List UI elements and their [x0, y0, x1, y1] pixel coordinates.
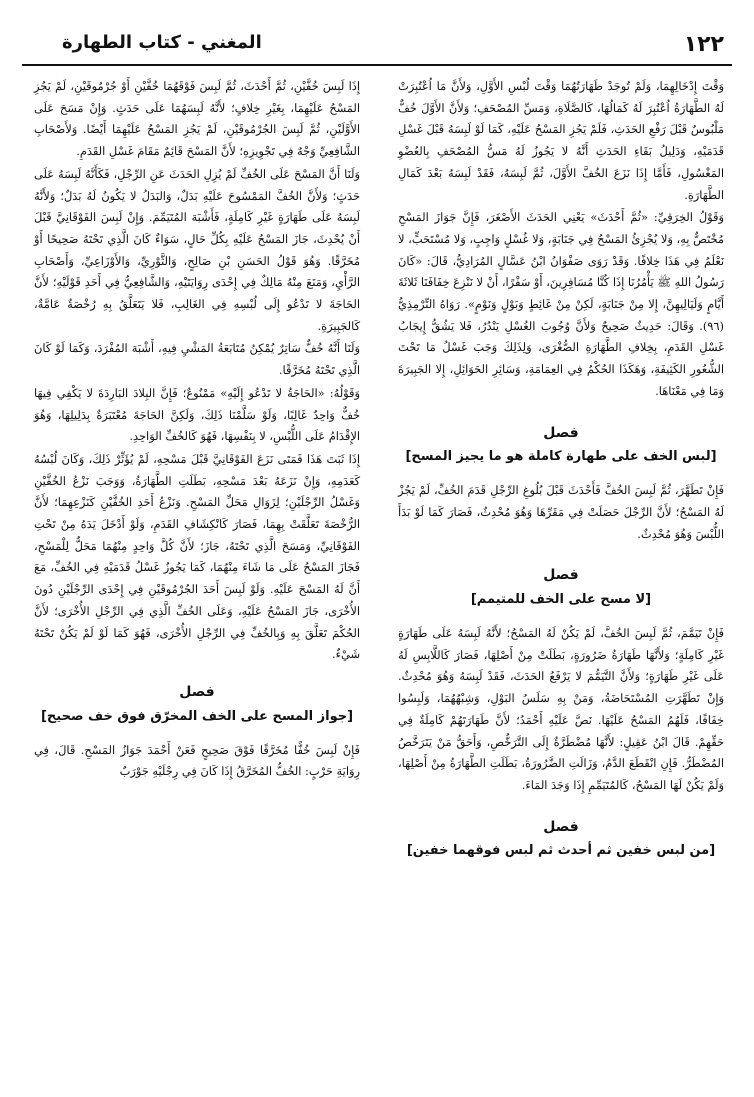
page-header	[22, 30, 732, 66]
paragraph: وَقْتَ إِدْخَالِهِمَا، وَلَمْ تُوجَدْ طَهَارَتُهُمَا وَقْتَ لُبْسِ الأَوَّلِ، وَلأَنَّ مَا اُعْتُبِرَتْ لَهُ الطَّهَارَةُ اُعْتُبِرَ لَهُ كَمَالُهَا، كَالصَّلَاةِ، وَمَسِّ المُصْحَفِ؛ وَلأَنَّ الأَوَّلَ خُفٌّ مَلْبُوسٌ قَبْلَ رَفْعِ الحَدَثِ، فَلَمْ يَجُزِ المَسْحُ عَلَيْهِ، كَمَا لَوْ لَبِسَهُ قَبْلَ غَسْلِ قَدَمَيْهِ، وَدَلِيلُ بَقَاءِ الحَدَثِ أَنَّهُ لا يَجُوزُ لَهُ مَسُّ المُصْحَفِ بِالعُضْوِ المَغْسُولِ، فَأَمَّا إِذَا نَزَعَ الخُفَّ الأَوَّلَ، ثُمَّ لَبِسَهُ، فَقَدْ لَبِسَهُ بَعْدَ كَمَالِ الطَّهَارَةِ.	[398, 79, 724, 202]
paragraph: وَقَوْلُ الخِرَقِيِّ: «ثُمَّ أَحْدَثَ» يَعْنِي الحَدَثَ الأَصْغَرَ، فَإِنَّ جَوَازَ المَسْحِ مُخْتَصٌّ بِهِ، وَلا يُجْزِئُ المَسْحُ فِي جَنَابَةٍ، وَلا غُسْلٍ وَاجِبٍ، وَلا مُسْتَحَبٍّ، لا نَعْلَمُ فِي هَذَا خِلافًا. وَقَدْ رَوَى صَفْوَانُ ابْنُ عَسَّالٍ المُرَادِيُّ، قَالَ: «كَانَ رَسُولُ اللهِ ﷺ يَأْمُرُنَا إِذَا كُنَّا مُسَافِرِينَ، أَوْ سَفْرًا، أَنْ لا نَنْزِعَ خِفَافَنَا ثَلاثَةَ أَيَّامٍ وَلَيَالِيهِنَّ، إِلا مِنْ جَنَابَةٍ، لَكِنْ مِنْ غَائِطٍ وَبَوْلٍ وَنَوْمٍ». رَوَاهُ التِّرْمِذِيُّ (٩٦). وَقَالَ: حَدِيثٌ صَحِيحٌ وَلأَنَّ وُجُوبَ الغُسْلِ يَنْدُرُ، فَلا يَشُقُّ إِيجَابُ غَسْلِ القَدَمِ، بِخِلافِ الطَّهَارَةِ الصُّغْرَى، وَلِذَلِكَ وَجَبَ غَسْلُ مَا تَحْتَ الشُّعُورِ الكَثِيفَةِ، وَهَكَذَا الحُكْمُ فِي العِمَامَةِ، وَسَائِرِ الحَوَائِلِ، إِلا الجَبِيرَةَ وَمَا فِي مَعْنَاهَا.	[398, 210, 724, 398]
section-title: [من لبس خفين ثم أحدث ثم لبس فوقهما خفين]	[406, 843, 716, 859]
section-title: [لا مسح على الخف للمتيمم]	[470, 592, 652, 608]
page-number: ١٢٢	[683, 32, 724, 57]
section-label: فصل	[543, 424, 579, 441]
paragraph: وَقَوْلُهُ: «الحَاجَةُ لا تَدْعُو إِلَيْهِ» مَمْنُوعٌ؛ فَإِنَّ البِلادَ البَارِدَةَ لا يَكْفِي فِيهَا خُفٌّ وَاحِدٌ غَالِبًا، وَلَوْ سَلَّمْنَا ذَلِكَ، وَلَكِنَّ الحَاجَةَ مُعْتَبَرَةٌ بِدَلِيلِهَا، وَهُوَ الإِقْدَامُ عَلَى اللُّبْسِ، لا بِنَفْسِهَا، فَهُوَ كَالخُفِّ الوَاحِدِ.	[34, 385, 360, 444]
section-title: [لبس الخف على طهارة كاملة هو ما يجيز المسح]	[405, 449, 717, 465]
paragraph: فَإِنْ تَطَهَّرَ، ثُمَّ لَبِسَ الخُفَّ فَأَحْدَثَ قَبْلَ بُلُوغِ الرِّجْلِ قَدَمَ الخُفِّ، لَمْ يَجُزْ لَهُ المَسْحُ؛ لأَنَّ الرِّجْلَ حَصَلَتْ فِي مَقَرِّهَا وَهُوَ مُحْدِثٌ، فَصَارَ كَمَا لَوْ بَدَأَ اللُّبْسَ وَهُوَ مُحْدِثٌ.	[398, 483, 724, 541]
section-label: فصل	[543, 818, 579, 835]
paragraph: فَإِنْ لَبِسَ خُفًّا مُخَرَّقًا فَوْقَ صَحِيحٍ فَعَنْ أَحْمَدَ جَوَازُ المَسْحِ. قَالَ، فِي رِوَايَةِ حَرْبٍ: الخُفُّ المُخَرَّقُ إِذَا كَانَ فِي رِجْلَيْهِ جَوْرَبٌ	[34, 742, 360, 779]
section-title: [جواز المسح على الخف المخرّق فوق خف صحيح]	[40, 708, 354, 724]
paragraph: فَإِنْ تَيَمَّمَ، ثُمَّ لَبِسَ الخُفَّ، لَمْ يَكُنْ لَهُ المَسْحُ؛ لأَنَّهُ لَبِسَهُ عَلَى طَهَارَةٍ غَيْرِ كَامِلَةٍ؛ وَلأَنَّهَا طَهَارَةُ ضَرُورَةٍ، بَطَلَتْ مِنْ أَصْلِهَا، فَصَارَ كَاللَّابِسِ لَهُ عَلَى غَيْرِ طَهَارَةٍ؛ وَلأَنَّ التَّيَمُّمَ لا يَرْفَعُ الحَدَثَ، فَقَدْ لَبِسَهُ وَهُوَ مُحْدِثٌ. وَإِنْ تَطَهَّرَتِ المُسْتَحَاضَةُ، وَمَنْ بِهِ سَلَسُ البَوْلِ، وَشِبْهُهُمَا، وَلَبِسُوا خِفَافًا، فَلَهُمُ المَسْحُ عَلَيْهَا. نَصَّ عَلَيْهِ أَحْمَدُ؛ لأَنَّ طَهَارَتَهُمْ كَامِلَةٌ فِي حَقِّهِمْ. قَالَ ابْنُ عَقِيلٍ: لأَنَّهَا مُضْطَرَّةٌ إِلَى التَّرَخُّصِ، وَأَحَقُّ مَنْ يَتَرَخَّصُ المُضْطَرُّ. فَإِنِ انْقَطَعَ الدَّمُ، وَزَالَتِ الضَّرُورَةُ، بَطَلَتِ الطَّهَارَةُ مِنْ أَصْلِهَا، وَلَمْ يَكُنْ لَهَا المَسْحُ، كَالمُتَيَمِّمِ إِذَا وَجَدَ المَاءَ.	[398, 626, 724, 792]
paragraph: إِذَا ثَبَتَ هَذَا فَمَتَى نَزَعَ الفَوْقَانِيَّ قَبْلَ مَسْحِهِ، لَمْ يُؤَثِّرْ ذَلِكَ، وَكَانَ لُبْسُهُ كَعَدَمِهِ، وَإِنْ نَزَعَهُ بَعْدَ مَسْحِهِ، بَطَلَتِ الطَّهَارَةُ، وَوَجَبَ نَزْعُ الخُفَّيْنِ وَغَسْلُ الرِّجْلَيْنِ؛ لِزَوَالِ مَحَلِّ المَسْحِ. وَنَزْعُ أَحَدِ الخُفَّيْنِ كَنَزْعِهِمَا؛ لأَنَّ الرُّخْصَةَ تَعَلَّقَتْ بِهِمَا، فَصَارَ كَانْكِشَافِ القَدَمِ، وَلَوْ أَدْخَلَ يَدَهُ مِنْ تَحْتِ الفَوْقَانِيِّ، وَمَسَحَ الَّذِي تَحْتَهُ، جَازَ؛ لأَنَّ كُلَّ وَاحِدٍ مِنْهُمَا مَحَلٌّ لِلْمَسْحِ، فَجَازَ المَسْحُ عَلَى مَا شَاءَ مِنْهُمَا، كَمَا يَجُوزُ غَسْلُ قَدَمَيْهِ فِي الخُفِّ، مَعَ أَنَّ لَهُ المَسْحَ عَلَيْهِ. وَلَوْ لَبِسَ أَحَدَ الجُرْمُوقَيْنِ فِي إِحْدَى الرِّجْلَيْنِ دُونَ الأُخْرَى، جَازَ المَسْحُ عَلَيْهِ، وَعَلَى الخُفِّ الَّذِي فِي الرِّجْلِ الأُخْرَى؛ لأَنَّ الحُكْمَ تَعَلَّقَ بِهِ وَبِالخُفِّ فِي الرِّجْلِ الأُخْرَى، فَهُوَ كَمَا لَوْ لَمْ يَكُنْ تَحْتَهُ شَيْءٌ.	[34, 451, 360, 662]
paragraph: إِذَا لَبِسَ خُفَّيْنِ، ثُمَّ أَحْدَثَ، ثُمَّ لَبِسَ فَوْقَهُمَا خُفَّيْنِ أَوْ جُرْمُوقَيْنِ، لَمْ يَجُزِ المَسْحُ عَلَيْهِمَا، بِغَيْرِ خِلافٍ؛ لأَنَّهُ لَبِسَهُمَا عَلَى حَدَثٍ. وَإِنْ مَسَحَ عَلَى الأَوَّلَيْنِ، ثُمَّ لَبِسَ الجُرْمُوقَيْنِ، لَمْ يَجُزِ المَسْحُ عَلَيْهِمَا أَيْضًا. وَلأَصْحَابِ الشَّافِعِيِّ وَجْهٌ فِي تَجْوِيزِهِ؛ لأَنَّ المَسْحَ قَائِمٌ مَقَامَ غَسْلِ القَدَمِ.	[34, 79, 360, 159]
paragraph: وَلَنَا أَنَّ المَسْحَ عَلَى الخُفِّ لَمْ يُزِلِ الحَدَثَ عَنِ الرِّجْلِ، فَكَأَنَّهُ لَبِسَهُ عَلَى حَدَثٍ؛ وَلأَنَّ الخُفَّ المَمْسُوحَ عَلَيْهِ بَدَلٌ، وَالبَدَلُ لا يَكُونُ لَهُ بَدَلٌ؛ وَلأَنَّهُ لَبِسَهُ عَلَى طَهَارَةٍ غَيْرِ كَامِلَةٍ، فَأَشْبَهَ المُتَيَمِّمَ. وَإِنْ لَبِسَ الفَوْقَانِيَّ قَبْلَ أَنْ يُحْدِثَ، جَازَ المَسْحُ عَلَيْهِ بِكُلِّ حَالٍ، سَوَاءٌ كَانَ الَّذِي تَحْتَهُ صَحِيحًا أَوْ مُخَرَّقًا. وَهُوَ قَوْلُ الحَسَنِ بْنِ صَالِحٍ، وَالثَّوْرِيِّ، وَالأَوْزَاعِيِّ، وَأَصْحَابِ الرَّأْيِ، وَمَنَعَ مِنْهُ مَالِكٌ فِي إِحْدَى رِوَايَتَيْهِ، وَالشَّافِعِيُّ فِي أَحَدِ قَوْلَيْهِ؛ لأَنَّ الحَاجَةَ لا تَدْعُو إِلَى لُبْسِهِ فِي الغَالِبِ، فَلا يَتَعَلَّقُ بِهِ رُخْصَةٌ عَامَّةٌ، كَالجَبِيرَةِ.	[34, 166, 360, 333]
section-label: فصل	[179, 683, 215, 700]
running-title: المغني - كتاب الطهارة	[62, 32, 262, 53]
left-column	[34, 76, 360, 784]
section-label: فصل	[543, 567, 579, 584]
right-column	[398, 76, 724, 874]
paragraph: وَلَنَا أَنَّهُ خُفٌّ سَاتِرٌ يُمْكِنُ مُتَابَعَةُ المَشْيِ فِيهِ، أَشْبَهَ المُفْرَدَ، وَكَمَا لَوْ كَانَ الَّذِي تَحْتَهُ مُخَرَّقًا.	[34, 341, 360, 378]
